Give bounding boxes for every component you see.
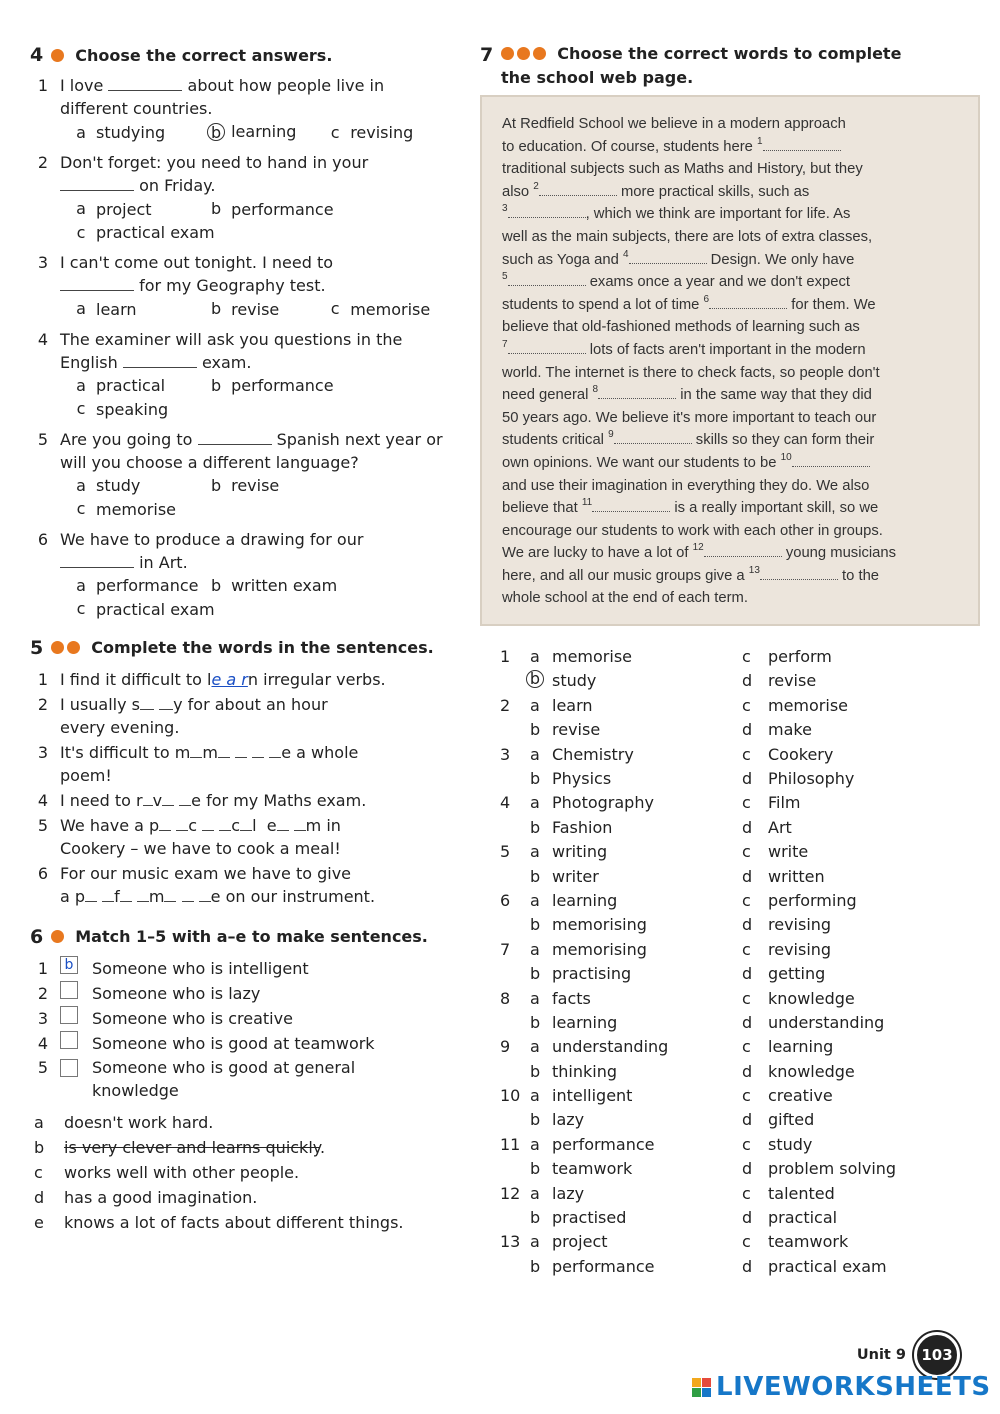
option-row-4-b: b Fashion d Art [500,817,980,840]
exercise-7-header: 7 Choose the correct words to complete [480,44,902,66]
option-a[interactable]: writing [552,842,608,862]
sentence-4: 4 I need to r v e for my Maths exam. [37,790,367,810]
option-b-selected[interactable]: b learning [207,120,321,143]
question-1: 1 I love about how people live in different countries. [37,76,385,118]
option-c[interactable]: c revising [330,122,414,142]
option-d[interactable]: getting [768,964,826,984]
gap-7[interactable] [508,341,586,354]
option-b[interactable]: memorising [552,915,647,935]
option-c[interactable]: teamwork [768,1232,849,1252]
option-c[interactable]: write [768,842,809,862]
option-b[interactable]: thinking [552,1061,618,1081]
question-3: 3 I can't come out tonight. I need to for my Geography test. [37,253,334,295]
match-item-2: 2 Someone who is lazy [30,981,450,1006]
options [72,120,450,144]
question-5: 5 Are you going to Spanish next year or will you choose a different language? [37,429,443,472]
option-a[interactable]: a project [76,199,152,219]
option-c[interactable]: Film [768,793,801,813]
option-c[interactable]: c practical exam [76,599,215,619]
option-b[interactable]: Physics [552,769,612,789]
answer-blank[interactable] [60,554,134,568]
option-b[interactable]: revise [552,720,601,740]
option-a[interactable]: understanding [552,1037,669,1057]
options [72,197,450,244]
option-row-1-b: b study d revise [500,670,980,693]
option-row-7-b: b practising d getting [500,963,980,986]
exercise-5-header: 5 Complete the words in the sentences. [30,636,434,659]
option-b[interactable]: lazy [552,1110,585,1130]
option-a[interactable]: memorise [552,647,633,667]
option-c[interactable]: c memorise [330,299,431,319]
option-row-10: 10 a intelligent c creative [500,1085,980,1108]
option-row-12-b: b practised d practical [500,1207,980,1230]
option-row-8: 8 a facts c knowledge [500,988,980,1011]
option-row-3: 3 a Chemistry c Cookery [500,744,980,767]
option-d[interactable]: problem solving [768,1159,897,1179]
option-c[interactable]: talented [768,1183,835,1203]
match-item-4: 4 Someone who is good at teamwork [30,1031,450,1056]
option-c[interactable]: Cookery [768,744,834,764]
option-d[interactable]: revise [768,671,817,691]
option-b[interactable]: b performance [211,199,334,219]
sentence-6: 6 For our music exam we have to give a p f m e on our instrument. [37,863,376,906]
options [72,374,450,421]
option-row-5: 5 a writing c write [500,841,980,864]
exercise-title: Match 1–5 with a–e to make sentences. [75,927,428,946]
match-endings [30,1110,450,1235]
option-c[interactable]: c speaking [76,399,169,419]
gap-9[interactable] [614,431,692,444]
exercise-title: Complete the words in the sentences. [91,638,434,657]
option-row-8-b: b learning d understanding [500,1012,980,1035]
option-a[interactable]: performance [552,1134,655,1154]
option-a[interactable]: learn [552,695,593,715]
gap-1[interactable] [763,138,841,151]
option-c[interactable]: knowledge [768,988,855,1008]
liveworksheets-logo-icon [692,1378,711,1397]
question-6: 6 We have to produce a drawing for our in Art. [37,529,364,572]
option-c[interactable]: memorise [768,695,849,715]
option-d[interactable]: Philosophy [768,769,855,789]
gap-11[interactable] [592,499,670,512]
option-b[interactable]: performance [552,1256,655,1276]
option-d[interactable]: knowledge [768,1061,855,1081]
option-b[interactable]: practised [552,1208,627,1228]
ending-c: c works well with other people. [34,1162,300,1182]
option-b[interactable]: b performance [211,375,334,395]
match-item-5: 5 Someone who is good at general knowledge [37,1057,356,1100]
option-a[interactable]: Chemistry [552,744,634,764]
answer-blank[interactable] [198,431,272,445]
left-column [30,44,450,1241]
option-b[interactable]: writer [552,866,599,886]
ending-a: a doesn't work hard. [34,1112,214,1132]
option-row-3-b: b Physics d Philosophy [500,768,980,791]
option-d[interactable]: make [768,720,812,740]
option-c[interactable]: revising [768,939,832,959]
exercise-7-options [500,646,980,1279]
match-item-1: 1 b Someone who is intelligent [37,956,309,978]
option-row-6-b: b memorising d revising [500,914,980,937]
option-row-9: 9 a understanding c learning [500,1036,980,1059]
options [72,474,450,521]
difficulty-dots [501,47,549,60]
exercise-title-line-2: the school web page. [501,68,694,87]
exercise-4-header [30,44,450,66]
sentence-5: 5 We have a p c c l e m in Cookery – we have to cook a meal! [37,815,341,858]
option-a[interactable]: intelligent [552,1086,633,1106]
option-row-7: 7 a memorising c revising [500,939,980,962]
answer-box[interactable] [60,981,78,999]
option-row-12: 12 a lazy c talented [500,1183,980,1206]
answer-box[interactable]: b [60,956,78,974]
exercise-4 [30,44,450,621]
school-web-page-text: At Redfield School we believe in a modern approach to education. Of course, students here $^1$ traditional subjects such as Maths and History, but they also $^2$ more practical skills, such as $^3$ , which we think are important for life. As well as the main subjects, there are lots of extra classes, such as Yoga and $^4$ Design. We only have $^5$ exams once a year and we don't expect students to spend a lot of time $^6$ for them. We believe that old-fashioned methods of learning such as $^7$ lots of facts aren't important in the modern world. The internet is there to check facts, so people don't need general $^8$ in the same way that they did 50 years ago. We believe it's more important to teach our students critical $^9$ skills so they can form their own opinions. We want our students to be $^{10}$ and use their imagination in everything they do. We also believe that $^{11}$ is a really important skill, so we encourage our students to work with each other in groups. We are lucky to have a lot of $^{12}$ young musicians here, and all our music groups give a $^{13}$ to the whole school at the end of each term. [480,95,980,626]
option-d[interactable]: understanding [768,1012,885,1032]
handwritten-answer[interactable]: e a r [211,669,248,689]
ending-e: e knows a lot of facts about different things. [34,1212,404,1232]
option-c[interactable]: c memorise [76,499,177,519]
option-d[interactable]: written [768,866,825,886]
gap-13[interactable] [760,567,838,580]
option-a[interactable]: project [552,1232,608,1252]
exercise-title: Choose the correct answers. [75,45,333,65]
question-4: 4 The examiner will ask you questions in the English exam. [37,329,403,372]
brand-name: LIVEWORKSHEETS [716,1372,991,1402]
option-a[interactable]: facts [552,988,591,1008]
right-column [480,44,980,1280]
option-row-13: 13 a project c teamwork [500,1231,980,1254]
sentence-3: 3 It's difficult to m m e a whole poem! [37,742,359,785]
gap-6[interactable] [709,296,787,309]
match-item-3: 3 Someone who is creative [30,1006,450,1031]
answer-box[interactable] [60,1031,78,1049]
option-d[interactable]: revising [768,915,832,935]
ending-d: d has a good imagination. [34,1187,258,1207]
option-c[interactable]: performing [768,890,857,910]
option-a[interactable]: a practical [76,375,166,395]
option-d[interactable]: gifted [768,1110,815,1130]
option-c[interactable]: c practical exam [76,222,215,242]
answer-blank[interactable] [123,354,197,368]
option-b[interactable]: b revise [211,475,280,495]
option-b[interactable]: teamwork [552,1159,633,1179]
option-row-10-b: b lazy d gifted [500,1109,980,1132]
option-b[interactable]: learning [552,1012,618,1032]
exercise-6 [30,926,450,1235]
option-c[interactable]: perform [768,647,832,667]
option-b-selected[interactable]: study [552,671,597,691]
exercise-number: 4 [30,44,44,66]
gap-8[interactable] [598,386,676,399]
option-row-6: 6 a learning c performing [500,890,980,913]
gap-2[interactable] [539,183,617,196]
answer-blank[interactable] [60,277,134,291]
option-a[interactable]: a studying [76,122,166,142]
option-a[interactable]: a learn [76,299,137,319]
liveworksheets-brand [692,1372,991,1402]
gap-5[interactable] [508,273,586,286]
option-row-5-b: b writer d written [500,866,980,889]
option-b[interactable]: Fashion [552,817,613,837]
option-c[interactable]: learning [768,1037,834,1057]
option-a[interactable]: a study [76,475,141,495]
gap-10[interactable] [792,454,870,467]
option-row-1: 1 a memorise c perform [500,646,980,669]
options [72,574,450,621]
exercise-title: Choose the correct words to complete [557,44,902,63]
option-b[interactable]: b revise [211,299,280,319]
options [72,297,450,321]
gap-12[interactable] [704,544,782,557]
option-a[interactable]: Photography [552,793,654,813]
option-row-2: 2 a learn c memorise [500,695,980,718]
page-number: 103 [914,1332,960,1378]
sentence-2: 2 I usually s y for about an hour every evening. [37,694,328,737]
ending-b: b is very clever and learns quickly. [34,1137,326,1157]
exercise-6-header: 6 Match 1–5 with a–e to make sentences. [30,925,428,948]
answer-blank[interactable] [60,177,134,191]
option-a[interactable]: learning [552,890,618,910]
option-c[interactable]: creative [768,1086,833,1106]
option-row-11-b: b teamwork d problem solving [500,1158,980,1181]
gap-3[interactable] [508,205,586,218]
question-2: 2 Don't forget: you need to hand in your on Friday. [37,153,369,195]
exercise-5 [30,637,450,908]
option-row-2-b: b revise d make [500,719,980,742]
difficulty-dots [51,641,83,654]
option-row-13-b: b performance d practical exam [500,1256,980,1279]
unit-label: Unit 9 [856,1347,906,1363]
gap-4[interactable] [629,251,707,264]
answer-blank[interactable] [108,77,182,91]
answer-box[interactable] [60,1006,78,1024]
difficulty-dots [51,49,67,62]
difficulty-dots [51,930,67,943]
option-a[interactable]: a performance [76,575,199,595]
option-row-4: 4 a Photography c Film [500,792,980,815]
option-row-9-b: b thinking d knowledge [500,1061,980,1084]
answer-box[interactable] [60,1059,78,1077]
option-d[interactable]: practical exam [768,1256,887,1276]
sentence-1: 1 I find it difficult to le a rn irregular verbs. [37,669,386,689]
option-d[interactable]: practical [768,1208,838,1228]
option-c[interactable]: study [768,1134,813,1154]
option-row-11: 11 a performance c study [500,1134,980,1157]
option-b[interactable]: b written exam [211,575,338,595]
option-a[interactable]: memorising [552,939,647,959]
option-d[interactable]: Art [768,817,792,837]
option-b[interactable]: practising [552,964,632,984]
option-a[interactable]: lazy [552,1183,585,1203]
